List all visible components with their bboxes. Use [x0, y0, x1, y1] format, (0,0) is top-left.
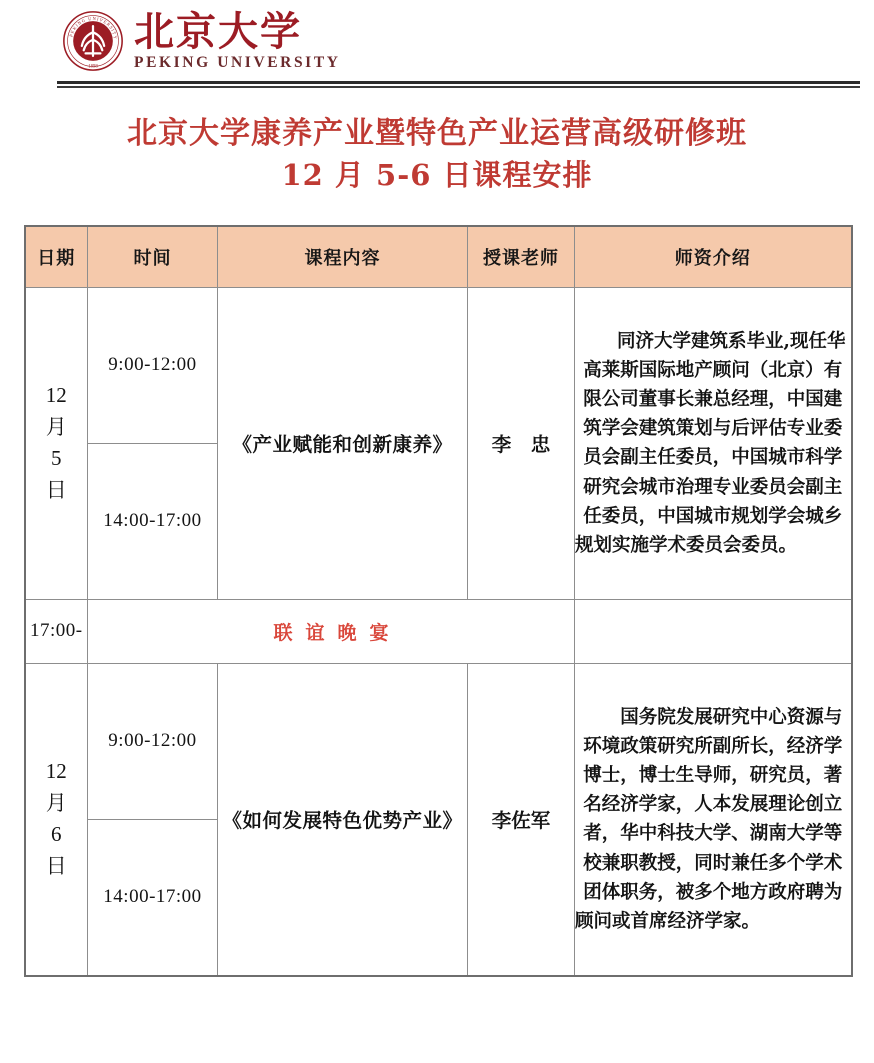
- date-cell-day1: [25, 287, 88, 599]
- table-row: [25, 663, 852, 819]
- schedule-table-wrapper: [24, 225, 851, 977]
- banquet-label-cell: 联谊晚宴: [88, 599, 575, 663]
- header-divider-thin-line: [57, 86, 860, 88]
- wordmark: [134, 7, 341, 71]
- date-line: 月: [45, 414, 67, 439]
- column-header-course: 课程内容: [218, 226, 468, 288]
- date-cell-day2: [25, 663, 88, 976]
- time-cell-day2-morning: 9:00-12:00: [88, 663, 218, 819]
- teacher-cell-day1: 李 忠: [468, 287, 575, 599]
- banquet-time-cell: 17:00-: [25, 599, 88, 663]
- letterhead: [0, 0, 874, 78]
- peking-university-seal-icon: [62, 10, 124, 72]
- column-header-teacher: 授课老师: [468, 226, 575, 288]
- page-subtitle: 12 月 5-6 日课程安排: [281, 158, 593, 192]
- date-line: 日: [45, 854, 67, 879]
- time-cell-day1-afternoon: 14:00-17:00: [88, 443, 218, 599]
- time-cell-day2-afternoon: 14:00-17:00: [88, 819, 218, 976]
- schedule-table: [24, 225, 853, 977]
- bio-cell-day1: 同济大学建筑系毕业,现任华高莱斯国际地产顾问（北京）有限公司董事长兼总经理，中国建筑学会建筑策划与后评估专业委员会副主任委员，中国城市科学研究会城市治理专业委员会副主任委员，中国城市规划学会城乡规划实施学术委员会委员。: [575, 287, 852, 599]
- course-cell-day1: 《产业赋能和创新康养》: [218, 287, 468, 599]
- date-line: 12: [45, 382, 67, 407]
- page-title-area: [0, 114, 874, 198]
- date-line: 6: [51, 822, 62, 847]
- date-line: 日: [45, 478, 67, 503]
- column-header-bio: 师资介绍: [575, 226, 852, 288]
- wordmark-english: PEKING UNIVERSITY: [134, 53, 341, 71]
- university-logo: [62, 6, 874, 76]
- header-divider: [57, 81, 860, 88]
- svg-text:PEKING UNIVERSITY: PEKING UNIVERSITY: [68, 15, 119, 41]
- table-row-banquet: [25, 599, 852, 663]
- teacher-cell-day2: 李佐军: [468, 663, 575, 976]
- column-header-date: 日期: [25, 226, 88, 288]
- table-header: [25, 226, 852, 288]
- bio-cell-day2: 国务院发展研究中心资源与环境政策研究所副所长，经济学博士，博士生导师，研究员，著名经济学家，人本发展理论创立者，华中科技大学、湖南大学等校兼职教授，同时兼任多个学术团体职务，被多个地方政府聘为顾问或首席经济学家。: [575, 663, 852, 976]
- course-cell-day2: 《如何发展特色优势产业》: [218, 663, 468, 976]
- date-line: 12: [45, 758, 67, 783]
- wordmark-chinese: 北京大学: [134, 7, 302, 55]
- time-cell-day1-morning: 9:00-12:00: [88, 287, 218, 443]
- table-row: [25, 287, 852, 443]
- date-line: 5: [51, 446, 62, 471]
- column-header-time: 时间: [88, 226, 218, 288]
- table-body: [25, 287, 852, 976]
- svg-text:1898: 1898: [88, 64, 98, 70]
- date-line: 月: [45, 790, 67, 815]
- page-title: 北京大学康养产业暨特色产业运营高级研修班: [127, 116, 747, 151]
- table-header-row: [25, 226, 852, 288]
